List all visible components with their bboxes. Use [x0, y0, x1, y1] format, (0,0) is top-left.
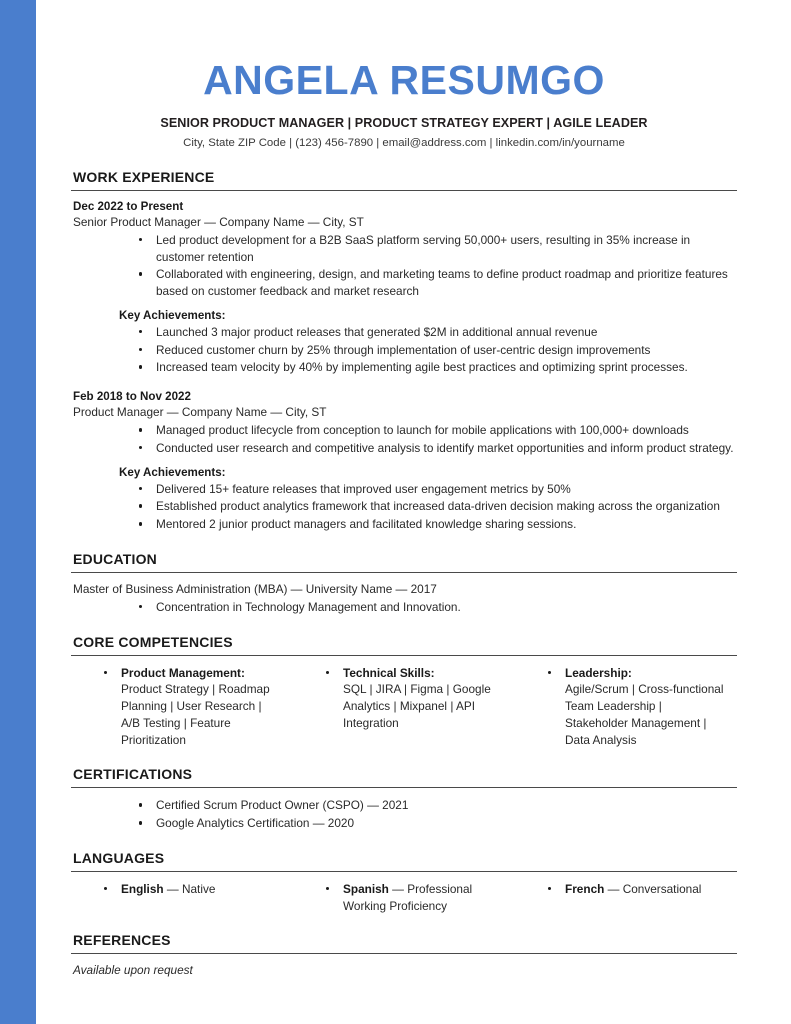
- education-degree: Master of Business Administration (MBA) — University Name — 2017: [73, 581, 437, 596]
- competency-column: [515, 665, 737, 749]
- job-entry: [71, 390, 737, 533]
- contact-line: City, State ZIP Code | (123) 456-7890 | email@address.com | linkedin.com/in/yourname: [183, 136, 625, 149]
- language-name: French: [565, 881, 605, 896]
- key-achievements-label: Key Achievements:: [119, 465, 226, 479]
- section-title-certifications: CERTIFICATIONS: [73, 766, 193, 783]
- section-title-languages: LANGUAGES: [73, 849, 165, 866]
- section-title-references: REFERENCES: [73, 932, 171, 949]
- section-core-competencies: [71, 634, 737, 749]
- candidate-name: ANGELA RESUMGO: [203, 57, 605, 103]
- competency-body: SQL | JIRA | Figma | Google Analytics | Mixpanel | API Integration: [343, 682, 491, 730]
- education-bullet-list: [71, 599, 737, 616]
- language-level: — Conversational: [604, 881, 702, 896]
- list-item: Certified Scrum Product Owner (CSPO) — 2021: [71, 797, 737, 814]
- list-item: Delivered 15+ feature releases that improved user engagement metrics by 50%: [71, 481, 737, 498]
- list-item: Concentration in Technology Management and Innovation.: [71, 599, 737, 616]
- section-rule: [71, 572, 737, 573]
- job-role: Product Manager — Company Name — City, ST: [73, 405, 327, 420]
- list-item: Mentored 2 junior product managers and facilitated knowledge sharing sessions.: [71, 516, 737, 533]
- job-bullet-list: [71, 422, 737, 457]
- section-rule: [71, 787, 737, 788]
- section-title-core-competencies: CORE COMPETENCIES: [73, 633, 233, 650]
- competency-body: Product Strategy | Roadmap Planning | User Research | A/B Testing | Feature Prioritization: [121, 682, 270, 747]
- competency-column: [293, 665, 515, 732]
- language-name: English: [121, 881, 164, 896]
- language-level: — Native: [163, 881, 216, 896]
- list-item: Collaborated with engineering, design, and marketing teams to define product roadmap and prioritize features based on customer feedback and market research: [71, 266, 737, 300]
- resume-sheet: [36, 0, 791, 1024]
- key-achievements-label: Key Achievements:: [119, 308, 226, 322]
- section-references: [71, 932, 737, 977]
- list-item: Led product development for a B2B SaaS platform serving 50,000+ users, resulting in 35% increase in customer retention: [71, 232, 737, 266]
- job-dates: Feb 2018 to Nov 2022: [73, 390, 191, 404]
- list-item: Reduced customer churn by 25% through implementation of user-centric design improvements: [71, 342, 737, 359]
- section-rule: [71, 953, 737, 954]
- language-columns: [71, 881, 737, 915]
- section-work-experience: [71, 169, 737, 533]
- list-item: Google Analytics Certification — 2020: [71, 815, 737, 832]
- language-level: — Professional Working Proficiency: [343, 881, 473, 913]
- competency-heading: Technical Skills:: [343, 665, 435, 680]
- competency-column: [71, 665, 293, 749]
- resume-header: [71, 58, 737, 149]
- section-title-education: EDUCATION: [73, 550, 157, 567]
- job-dates: Dec 2022 to Present: [73, 199, 184, 213]
- language-item: [293, 881, 515, 915]
- list-item: Increased team velocity by 40% by implementing agile best practices and optimizing sprint processes.: [71, 359, 737, 376]
- accent-stripe: [0, 0, 36, 1024]
- candidate-headline: SENIOR PRODUCT MANAGER | PRODUCT STRATEGY EXPERT | AGILE LEADER: [160, 115, 648, 130]
- achievements-list: [71, 324, 737, 376]
- job-role: Senior Product Manager — Company Name — City, ST: [73, 214, 364, 229]
- achievements-list: [71, 481, 737, 533]
- competency-heading: Leadership:: [565, 665, 632, 680]
- list-item: Established product analytics framework that increased data-driven decision making across the organization: [71, 498, 737, 515]
- competency-columns: [71, 665, 737, 749]
- list-item: Launched 3 major product releases that generated $2M in additional annual revenue: [71, 324, 737, 341]
- language-name: Spanish: [343, 881, 389, 896]
- competency-body: Agile/Scrum | Cross-functional Team Leadership | Stakeholder Management | Data Analysis: [565, 682, 724, 747]
- language-item: [515, 881, 737, 898]
- job-entry: [71, 200, 737, 376]
- list-item: Managed product lifecycle from conception to launch for mobile applications with 100,000+ downloads: [71, 422, 737, 439]
- certifications-list: [71, 797, 737, 832]
- section-rule: [71, 190, 737, 191]
- references-note: Available upon request: [73, 963, 193, 978]
- resume-content: [36, 0, 791, 977]
- competency-heading: Product Management:: [121, 665, 245, 680]
- language-item: [71, 881, 293, 898]
- section-rule: [71, 871, 737, 872]
- section-certifications: [71, 766, 737, 832]
- section-title-work-experience: WORK EXPERIENCE: [73, 168, 215, 185]
- list-item: Conducted user research and competitive analysis to identify market opportunities and inform product strategy.: [71, 440, 737, 457]
- section-rule: [71, 655, 737, 656]
- section-languages: [71, 850, 737, 915]
- section-education: [71, 551, 737, 616]
- job-bullet-list: [71, 232, 737, 300]
